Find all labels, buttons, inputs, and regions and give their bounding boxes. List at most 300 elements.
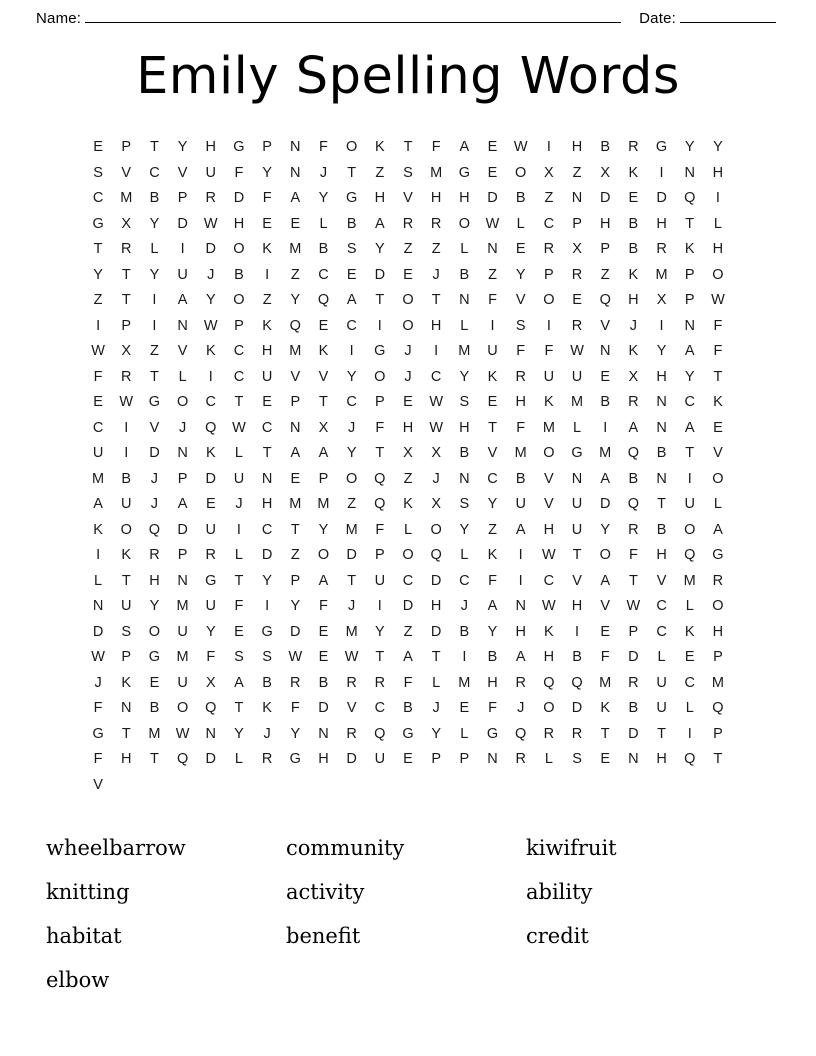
grid-cell: R	[628, 521, 639, 538]
grid-cell: Z	[403, 470, 413, 487]
grid-cell: H	[430, 598, 442, 614]
grid-cell: H	[712, 241, 724, 257]
grid-cell: D	[261, 547, 273, 563]
grid-cell: P	[121, 649, 132, 665]
grid-cell: U	[374, 572, 386, 589]
grid-cell: A	[318, 572, 329, 589]
grid-cell: C	[656, 598, 667, 614]
grid-cell: T	[121, 572, 131, 589]
grid-cell: V	[515, 292, 526, 308]
page-title: Emily Spelling Words	[136, 47, 680, 106]
grid-cell: O	[543, 700, 555, 716]
grid-cell: T	[685, 445, 695, 461]
grid-cell: N	[177, 317, 188, 334]
grid-cell: G	[261, 623, 273, 640]
grid-cell: E	[600, 751, 611, 767]
grid-cell: V	[177, 164, 188, 181]
word-list-item[interactable]: habitat	[46, 924, 122, 948]
grid-cell: D	[571, 700, 583, 716]
grid-cell: B	[318, 241, 329, 257]
grid-cell: A	[290, 445, 301, 461]
grid-cell: B	[346, 215, 357, 232]
grid-cell: R	[656, 241, 667, 257]
word-list-item[interactable]: benefit	[286, 924, 361, 948]
grid-cell: D	[599, 496, 611, 512]
grid-cell: T	[93, 241, 103, 257]
grid-cell: I	[377, 317, 382, 334]
name-write-line[interactable]	[85, 22, 621, 23]
grid-cell: Y	[205, 292, 216, 308]
grid-cell: R	[290, 674, 301, 691]
grid-cell: F	[319, 139, 328, 155]
grid-cell: S	[121, 623, 132, 640]
grid-cell: N	[205, 725, 217, 742]
grid-cell: G	[374, 343, 386, 359]
grid-cell: V	[290, 368, 301, 385]
grid-cell: E	[149, 674, 160, 691]
grid-cell: A	[600, 470, 611, 487]
grid-cell: D	[92, 623, 104, 640]
grid-cell: G	[148, 649, 161, 665]
grid-cell: T	[234, 394, 244, 410]
name-label: Name:	[36, 10, 82, 27]
grid-cell: E	[234, 623, 244, 640]
grid-cell: X	[656, 292, 667, 308]
grid-cell: I	[349, 343, 354, 359]
grid-cell: Y	[149, 598, 160, 614]
word-list-item[interactable]: kiwifruit	[526, 836, 617, 860]
grid-cell: H	[233, 215, 245, 232]
grid-cell: J	[150, 496, 159, 512]
word-list-item[interactable]: community	[286, 836, 405, 860]
grid-cell: G	[148, 394, 161, 410]
grid-cell: L	[432, 674, 441, 691]
grid-cell: O	[402, 292, 414, 308]
grid-cell: H	[628, 292, 639, 308]
grid-cell: C	[374, 700, 386, 716]
grid-cell: D	[233, 190, 245, 206]
grid-cell: K	[684, 241, 695, 257]
grid-cell: H	[712, 164, 724, 181]
grid-cell: M	[599, 445, 612, 461]
grid-cell: L	[460, 547, 469, 563]
grid-cell: G	[346, 190, 358, 206]
grid-cell: C	[92, 190, 104, 206]
grid-cell: H	[487, 674, 498, 691]
grid-cell: Z	[488, 521, 497, 538]
grid-cell: Q	[289, 317, 301, 334]
grid-cell: I	[124, 445, 129, 461]
grid-cell: C	[233, 343, 245, 359]
grid-cell: W	[288, 649, 303, 665]
grid-cell: L	[685, 700, 694, 716]
grid-cell: Y	[515, 266, 526, 283]
grid-cell: Q	[374, 470, 386, 487]
grid-cell: K	[262, 241, 272, 257]
grid-cell: N	[290, 419, 301, 436]
word-list-item[interactable]: elbow	[46, 968, 110, 992]
grid-cell: L	[544, 751, 553, 767]
grid-cell: R	[515, 674, 526, 691]
grid-cell: U	[177, 266, 188, 283]
grid-cell: P	[374, 394, 385, 410]
grid-cell: N	[177, 445, 188, 461]
grid-cell: W	[203, 215, 218, 232]
grid-cell: G	[458, 164, 470, 181]
grid-cell: F	[93, 368, 103, 385]
grid-cell: H	[261, 343, 273, 359]
grid-cell: G	[402, 725, 414, 742]
grid-cell: F	[488, 572, 497, 589]
grid-cell: F	[403, 674, 413, 691]
grid-cell: F	[713, 343, 723, 359]
grid-cell: F	[319, 598, 328, 614]
grid-cell: O	[543, 292, 555, 308]
grid-cell: I	[124, 419, 129, 436]
grid-cell: I	[575, 623, 580, 640]
grid-cell: T	[319, 394, 328, 410]
grid-cell: Q	[684, 190, 696, 206]
grid-cell: A	[290, 190, 301, 206]
grid-cell: F	[544, 343, 554, 359]
grid-cell: N	[487, 241, 498, 257]
grid-cell: E	[262, 215, 272, 232]
grid-cell: C	[149, 164, 160, 181]
grid-cell: U	[205, 521, 217, 538]
grid-cell: W	[485, 215, 500, 232]
grid-cell: R	[628, 674, 639, 691]
grid-cell: V	[713, 445, 723, 461]
grid-cell: I	[265, 266, 270, 283]
grid-cell: U	[261, 368, 273, 385]
grid-cell: E	[403, 751, 413, 767]
grid-cell: J	[629, 317, 637, 334]
grid-cell: M	[711, 674, 724, 691]
grid-cell: N	[571, 190, 583, 206]
grid-cell: O	[712, 470, 724, 487]
grid-cell: A	[684, 419, 695, 436]
grid-cell: V	[600, 317, 611, 334]
grid-cell: A	[93, 496, 103, 512]
grid-cell: V	[318, 368, 329, 385]
grid-cell: K	[628, 343, 639, 359]
grid-cell: R	[628, 394, 639, 410]
grid-cell: B	[459, 445, 470, 461]
grid-cell: X	[431, 496, 441, 512]
grid-cell: U	[543, 368, 555, 385]
grid-cell: U	[684, 496, 695, 512]
grid-cell: C	[684, 674, 695, 691]
grid-cell: M	[176, 649, 189, 665]
grid-cell: Q	[176, 751, 189, 767]
grid-cell: O	[515, 164, 527, 181]
word-list-item[interactable]: credit	[526, 924, 589, 948]
grid-cell: I	[152, 317, 157, 334]
grid-cell: B	[234, 266, 244, 283]
grid-cell: J	[432, 470, 440, 487]
grid-cell: L	[573, 419, 582, 436]
grid-cell: H	[205, 139, 217, 155]
grid-cell: Y	[459, 368, 470, 385]
grid-cell: G	[92, 725, 104, 742]
grid-cell: P	[290, 572, 301, 589]
grid-cell: H	[515, 394, 526, 410]
grid-cell: Y	[374, 623, 385, 640]
grid-cell: A	[459, 139, 470, 155]
grid-cell: H	[656, 215, 667, 232]
grid-cell: J	[178, 419, 187, 436]
grid-cell: L	[685, 598, 694, 614]
grid-cell: B	[403, 700, 413, 716]
grid-cell: Q	[712, 700, 724, 716]
grid-cell: F	[488, 700, 497, 716]
grid-cell: S	[234, 649, 244, 665]
grid-cell: W	[570, 343, 584, 359]
grid-cell: Z	[403, 241, 413, 257]
grid-cell: F	[93, 751, 103, 767]
grid-cell: B	[656, 521, 667, 538]
grid-cell: F	[262, 190, 272, 206]
grid-cell: V	[149, 419, 160, 436]
grid-cell: L	[178, 368, 187, 385]
grid-cell: V	[487, 445, 498, 461]
grid-cell: P	[459, 751, 470, 767]
grid-cell: G	[655, 139, 668, 155]
grid-cell: T	[347, 164, 357, 181]
word-list-item[interactable]: ability	[526, 880, 593, 904]
grid-cell: Q	[599, 292, 611, 308]
grid-cell: T	[234, 700, 244, 716]
grid-cell: P	[713, 725, 723, 742]
grid-cell: N	[599, 343, 611, 359]
grid-cell: D	[430, 623, 442, 640]
grid-cell: Z	[290, 547, 300, 563]
grid-cell: Y	[149, 215, 160, 232]
grid-cell: R	[515, 368, 526, 385]
grid-cell: T	[375, 649, 385, 665]
grid-cell: U	[205, 598, 217, 614]
grid-cell: Y	[262, 164, 272, 181]
word-list	[46, 826, 780, 1002]
grid-cell: Z	[600, 266, 610, 283]
grid-cell: M	[430, 164, 443, 181]
grid-cell: W	[429, 394, 443, 410]
grid-cell: Y	[374, 241, 385, 257]
grid-cell: W	[91, 343, 105, 359]
grid-cell: D	[628, 725, 639, 742]
grid-cell: L	[460, 241, 469, 257]
grid-cell: P	[431, 751, 441, 767]
grid-cell: K	[544, 394, 554, 410]
grid-cell: J	[348, 598, 356, 614]
grid-cell: H	[515, 623, 526, 640]
grid-cell: T	[150, 139, 159, 155]
grid-cell: T	[121, 725, 131, 742]
grid-cell: D	[656, 190, 667, 206]
grid-cell: L	[657, 649, 666, 665]
grid-cell: U	[92, 445, 104, 461]
grid-cell: L	[516, 215, 525, 232]
grid-cell: Q	[374, 725, 386, 742]
grid-cell: S	[93, 164, 103, 181]
grid-cell: I	[659, 317, 664, 334]
grid-cell: G	[92, 215, 104, 232]
grid-cell: M	[345, 521, 358, 538]
grid-cell: X	[121, 343, 132, 359]
grid-cell: U	[571, 368, 583, 385]
grid-cell: A	[600, 572, 611, 589]
grid-cell: U	[571, 496, 583, 512]
grid-cell: C	[459, 572, 470, 589]
grid-cell: D	[599, 190, 611, 206]
grid-cell: E	[93, 139, 103, 155]
grid-cell: C	[233, 368, 245, 385]
grid-cell: Z	[290, 266, 300, 283]
grid-cell: B	[515, 470, 526, 487]
grid-cell: T	[488, 419, 497, 436]
grid-cell: O	[684, 521, 696, 538]
grid-cell: T	[375, 445, 385, 461]
grid-cell: Y	[290, 292, 301, 308]
grid-cell: I	[715, 190, 720, 206]
grid-cell: Y	[149, 266, 160, 283]
grid-cell: C	[430, 368, 442, 385]
grid-cell: J	[460, 598, 468, 614]
grid-cell: T	[121, 292, 131, 308]
grid-cell: R	[571, 725, 583, 742]
grid-cell: W	[119, 394, 134, 410]
grid-cell: W	[232, 419, 246, 436]
grid-cell: H	[459, 419, 470, 436]
grid-cell: P	[572, 215, 582, 232]
grid-cell: C	[346, 394, 357, 410]
grid-cell: B	[459, 266, 470, 283]
grid-cell: R	[515, 751, 526, 767]
grid-cell: H	[599, 215, 611, 232]
grid-cell: Z	[93, 292, 103, 308]
grid-cell: A	[684, 343, 695, 359]
grid-cell: O	[430, 521, 442, 538]
grid-cell: H	[543, 521, 555, 538]
grid-cell: H	[571, 139, 583, 155]
word-list-item[interactable]: activity	[286, 880, 365, 904]
grid-cell: M	[289, 496, 302, 512]
grid-cell: C	[543, 215, 555, 232]
grid-cell: Q	[205, 700, 217, 716]
grid-cell: A	[515, 521, 526, 538]
grid-cell: Y	[234, 725, 244, 742]
grid-cell: J	[517, 700, 525, 716]
grid-cell: Y	[262, 572, 272, 589]
grid-cell: G	[712, 547, 724, 563]
grid-cell: A	[374, 215, 385, 232]
grid-cell: Q	[684, 547, 696, 563]
grid-cell: H	[402, 419, 414, 436]
grid-cell: K	[600, 700, 611, 716]
grid-cell: T	[657, 496, 666, 512]
grid-cell: K	[374, 139, 385, 155]
grid-cell: P	[684, 292, 695, 308]
grid-cell: E	[290, 470, 301, 487]
grid-cell: K	[403, 496, 413, 512]
grid-cell: X	[121, 215, 132, 232]
grid-cell: M	[317, 496, 330, 512]
grid-cell: C	[656, 623, 667, 640]
grid-cell: M	[176, 598, 189, 614]
grid-cell: K	[487, 368, 498, 385]
grid-cell: O	[346, 139, 358, 155]
grid-cell: K	[262, 317, 272, 334]
grid-cell: W	[429, 419, 443, 436]
grid-cell: O	[233, 241, 245, 257]
grid-cell: L	[234, 547, 243, 563]
date-write-line[interactable]	[680, 22, 776, 23]
grid-cell: T	[150, 368, 159, 385]
grid-cell: Y	[459, 521, 470, 538]
grid-cell: R	[261, 751, 273, 767]
grid-cell: K	[205, 343, 216, 359]
grid-cell: Y	[487, 623, 498, 640]
grid-cell: J	[319, 164, 328, 181]
word-list-item[interactable]: wheelbarrow	[46, 836, 186, 860]
grid-cell: M	[120, 190, 133, 206]
grid-cell: E	[403, 394, 413, 410]
grid-cell: T	[431, 649, 441, 665]
grid-cell: O	[543, 445, 555, 461]
grid-cell: Y	[290, 725, 301, 742]
grid-cell: Z	[403, 623, 413, 640]
grid-cell: R	[205, 547, 217, 563]
grid-cell: T	[713, 751, 723, 767]
grid-cell: U	[177, 674, 188, 691]
grid-cell: K	[628, 266, 639, 283]
grid-cell: Y	[205, 623, 216, 640]
grid-cell: Q	[430, 547, 442, 563]
grid-cell: R	[571, 317, 583, 334]
grid-cell: H	[656, 547, 667, 563]
grid-cell: P	[262, 139, 272, 155]
grid-cell: X	[628, 368, 639, 385]
grid-cell: S	[572, 751, 582, 767]
grid-cell: I	[377, 598, 382, 614]
grid-cell: E	[684, 649, 695, 665]
grid-cell: T	[262, 445, 272, 461]
grid-cell: V	[177, 343, 188, 359]
grid-cell: D	[628, 649, 639, 665]
word-list-item[interactable]: knitting	[46, 880, 130, 904]
grid-cell: H	[374, 190, 386, 206]
grid-cell: N	[261, 470, 273, 487]
grid-cell: I	[208, 368, 213, 385]
grid-cell: B	[600, 394, 611, 410]
grid-cell: C	[92, 419, 104, 436]
grid-cell: D	[149, 445, 160, 461]
grid-cell: Y	[93, 266, 103, 283]
grid-cell: Q	[374, 496, 386, 512]
grid-cell: D	[346, 547, 357, 563]
grid-cell: A	[628, 419, 639, 436]
grid-cell: O	[233, 292, 245, 308]
grid-cell: Q	[515, 725, 527, 742]
grid-cell: H	[656, 751, 667, 767]
grid-cell: D	[205, 241, 217, 257]
grid-cell: E	[487, 394, 498, 410]
grid-cell: O	[346, 470, 358, 487]
grid-cell: X	[318, 419, 329, 436]
grid-cell: J	[150, 470, 159, 487]
grid-cell: E	[459, 700, 470, 716]
grid-cell: E	[318, 649, 329, 665]
